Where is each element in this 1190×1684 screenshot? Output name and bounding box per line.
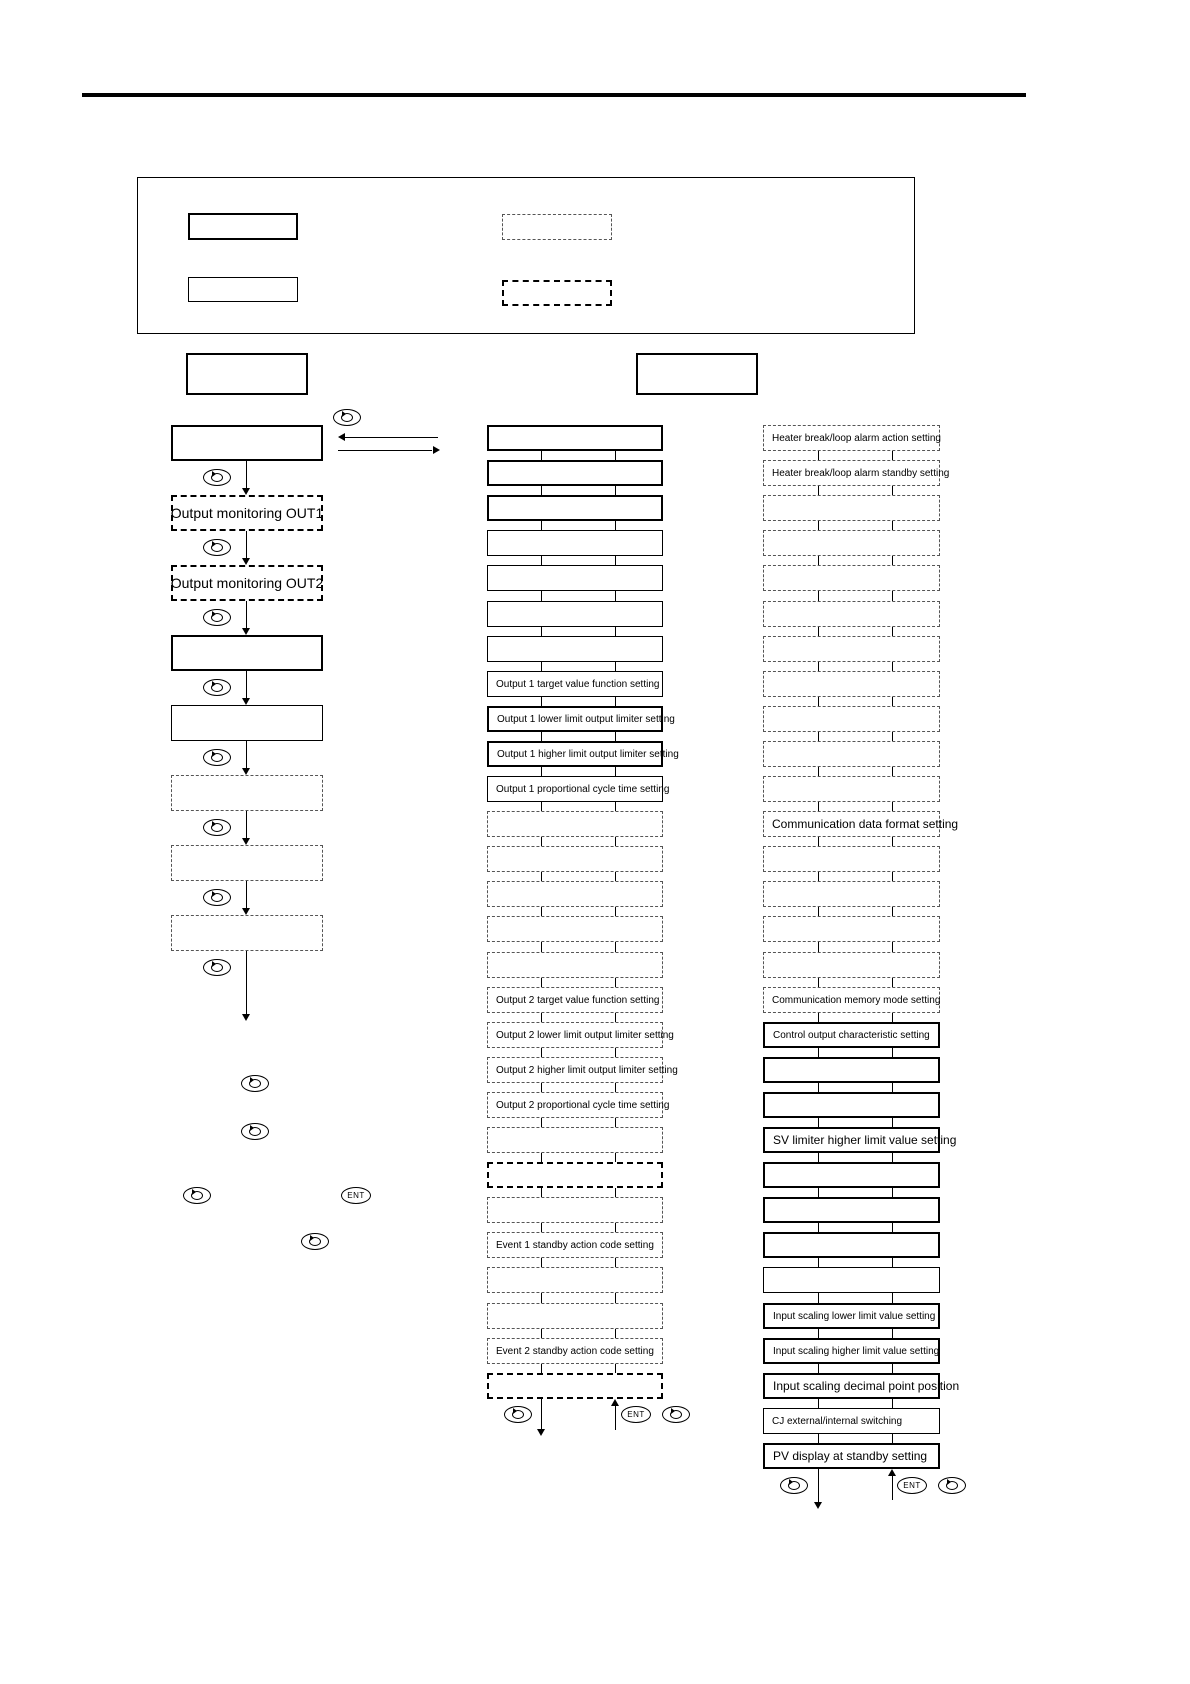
connector-line: [892, 1188, 893, 1197]
middle-column-box-label: Output 2 higher limit output limiter setting: [496, 1064, 678, 1076]
connector-line: [541, 1293, 542, 1303]
connector-line: [541, 802, 542, 811]
ent-key-label: ENT: [627, 1410, 645, 1419]
connector-line: [541, 942, 542, 952]
connector-line: [818, 802, 819, 811]
middle-column-box-10: [487, 741, 679, 767]
ent-key-icon: [341, 1187, 371, 1204]
loop-arrow-icon: [211, 963, 223, 972]
connector-line: [892, 556, 893, 565]
middle-column-box-14: [487, 881, 663, 907]
connector-line: [892, 1083, 893, 1092]
left-column-box-4: [171, 635, 323, 671]
connector-line: [818, 1153, 819, 1162]
connector-line: [541, 1364, 542, 1373]
connector-line: [892, 627, 893, 636]
connector-line: [818, 1399, 819, 1408]
connector-line: [892, 451, 893, 460]
mode-key-icon: [183, 1187, 211, 1204]
connector-line: [818, 662, 819, 671]
arrow-head-up-icon: [611, 1399, 619, 1406]
connector-line: [541, 1258, 542, 1267]
arrow-head-up-icon: [888, 1469, 896, 1476]
mode-key-icon: [203, 469, 231, 486]
connector-line: [541, 697, 542, 706]
connector-line: [892, 837, 893, 846]
connector-line: [541, 451, 542, 460]
connector-line: [615, 1404, 616, 1430]
connector-line: [541, 1153, 542, 1162]
middle-column-box-label: Output 2 proportional cycle time setting: [496, 1099, 670, 1111]
loop-arrow-icon: [946, 1481, 958, 1490]
right-column-box-30: [763, 1443, 940, 1469]
middle-column-box-19: [487, 1057, 678, 1083]
connector-line: [892, 1048, 893, 1057]
connector-line: [541, 872, 542, 881]
return-arrow-line: [344, 437, 438, 438]
middle-column-box-16: [487, 952, 663, 978]
connector-line: [246, 811, 247, 839]
mode-header-left: [186, 353, 308, 395]
arrow-head-down-icon: [242, 698, 250, 705]
connector-line: [615, 1329, 616, 1338]
connector-line: [615, 556, 616, 565]
top-rule: [82, 93, 1026, 97]
right-column-box-2: [763, 460, 950, 486]
right-column-box-6: [763, 601, 940, 627]
middle-column-box-27: [487, 1338, 663, 1364]
connector-line: [892, 486, 893, 495]
connector-line: [615, 521, 616, 530]
loop-arrow-icon: [788, 1481, 800, 1490]
mode-key-icon: [203, 819, 231, 836]
middle-column-box-13: [487, 846, 663, 872]
right-column-box-4: [763, 530, 940, 556]
connector-line: [615, 1153, 616, 1162]
arrow-head-down-icon: [242, 1014, 250, 1021]
mode-key-icon: [203, 539, 231, 556]
arrow-head-down-icon: [242, 558, 250, 565]
mode-key-icon: [203, 889, 231, 906]
connector-line: [818, 1118, 819, 1127]
connector-line: [541, 1048, 542, 1057]
connector-line: [541, 907, 542, 916]
connector-line: [541, 1118, 542, 1127]
left-column-box-7: [171, 845, 323, 881]
legend-thin-box: [188, 277, 298, 302]
right-column-box-label: Input scaling higher limit value setting: [773, 1345, 940, 1357]
connector-line: [615, 1293, 616, 1303]
connector-line: [892, 1434, 893, 1443]
right-column-box-18: [763, 1022, 940, 1048]
mode-key-icon: [203, 679, 231, 696]
right-column-box-19: [763, 1057, 940, 1083]
connector-line: [541, 591, 542, 601]
left-column-box-8: [171, 915, 323, 951]
middle-column-box-12: [487, 811, 663, 837]
connector-line: [892, 1223, 893, 1232]
right-column-box-9: [763, 706, 940, 732]
right-column-box-label: Control output characteristic setting: [773, 1029, 930, 1041]
right-column-box-label: CJ external/internal switching: [772, 1415, 903, 1427]
connector-line: [818, 1188, 819, 1197]
loop-arrow-icon: [211, 823, 223, 832]
connector-line: [615, 837, 616, 846]
connector-line: [892, 1475, 893, 1500]
right-column-box-label: PV display at standby setting: [773, 1449, 928, 1463]
middle-column-box-9: [487, 706, 675, 732]
arrow-head-down-icon: [537, 1429, 545, 1436]
connector-line: [892, 978, 893, 987]
connector-line: [541, 1188, 542, 1197]
right-column-box-1: [763, 425, 940, 451]
connector-line: [615, 1013, 616, 1022]
loop-arrow-icon: [249, 1127, 261, 1136]
middle-column-box-5: [487, 565, 663, 591]
mode-key-icon: [241, 1123, 269, 1140]
loop-arrow-icon: [249, 1079, 261, 1088]
mode-key-icon: [203, 959, 231, 976]
connector-line: [892, 1399, 893, 1408]
mode-key-icon: [938, 1477, 966, 1494]
right-column-box-label: Input scaling decimal point position: [773, 1379, 960, 1393]
ent-key-label: ENT: [347, 1191, 365, 1200]
right-column-box-22: [763, 1162, 940, 1188]
right-column-box-21: [763, 1127, 957, 1153]
right-column-box-29: [763, 1408, 940, 1434]
connector-line: [541, 1329, 542, 1338]
right-column-box-5: [763, 565, 940, 591]
loop-arrow-icon: [211, 893, 223, 902]
arrow-head-left-icon: [338, 433, 345, 441]
connector-line: [892, 591, 893, 601]
connector-line: [818, 978, 819, 987]
connector-line: [615, 627, 616, 636]
connector-line: [818, 556, 819, 565]
connector-line: [615, 1364, 616, 1373]
connector-line: [892, 1329, 893, 1338]
connector-line: [615, 662, 616, 671]
middle-column-box-2: [487, 460, 663, 486]
connector-line: [246, 951, 247, 1015]
legend-bold-box: [188, 213, 298, 240]
legend-dashed-box: [502, 214, 612, 240]
left-column-box-5: [171, 705, 323, 741]
right-column-box-25: [763, 1267, 940, 1293]
legend-frame: [137, 177, 915, 334]
ent-key-icon: [621, 1406, 651, 1423]
connector-line: [818, 521, 819, 530]
middle-column-box-22: [487, 1162, 663, 1188]
middle-column-box-1: [487, 425, 663, 451]
right-column-box-26: [763, 1303, 940, 1329]
connector-line: [615, 978, 616, 987]
middle-column-box-label: Output 1 higher limit output limiter setting: [497, 748, 679, 760]
connector-line: [818, 732, 819, 741]
connector-line: [818, 1329, 819, 1338]
mode-key-icon: [780, 1477, 808, 1494]
connector-line: [246, 741, 247, 769]
connector-line: [615, 697, 616, 706]
connector-line: [818, 1083, 819, 1092]
connector-line: [818, 1258, 819, 1267]
connector-line: [246, 671, 247, 699]
middle-column-box-3: [487, 495, 663, 521]
connector-line: [818, 1364, 819, 1373]
connector-line: [818, 907, 819, 916]
left-column-box-1: [171, 425, 323, 461]
loop-arrow-icon: [211, 543, 223, 552]
connector-line: [615, 732, 616, 741]
mode-header-right: [636, 353, 758, 395]
connector-line: [246, 531, 247, 559]
middle-column-box-label: Event 2 standby action code setting: [496, 1345, 654, 1357]
arrow-head-right-icon: [433, 446, 440, 454]
right-column-box-label: Heater break/loop alarm action setting: [772, 432, 941, 444]
middle-column-box-25: [487, 1267, 663, 1293]
middle-column-box-26: [487, 1303, 663, 1329]
middle-column-box-label: Event 1 standby action code setting: [496, 1239, 654, 1251]
middle-column-box-label: Output 1 target value function setting: [496, 678, 660, 690]
mode-key-icon: [241, 1075, 269, 1092]
middle-column-box-label: Output 2 target value function setting: [496, 994, 660, 1006]
mode-key-icon: [333, 409, 361, 426]
connector-line: [892, 1258, 893, 1267]
loop-arrow-icon: [309, 1237, 321, 1246]
loop-arrow-icon: [211, 683, 223, 692]
right-column-box-label: Communication data format setting: [772, 817, 959, 831]
middle-column-box-15: [487, 916, 663, 942]
right-column-box-label: Heater break/loop alarm standby setting: [772, 467, 950, 479]
connector-line: [615, 1048, 616, 1057]
connector-line: [892, 662, 893, 671]
mode-key-icon: [301, 1233, 329, 1250]
mode-key-icon: [662, 1406, 690, 1423]
connector-line: [615, 1258, 616, 1267]
middle-column-box-17: [487, 987, 663, 1013]
left-column-box-6: [171, 775, 323, 811]
right-column-box-23: [763, 1197, 940, 1223]
connector-line: [892, 1364, 893, 1373]
connector-line: [615, 942, 616, 952]
middle-column-box-18: [487, 1022, 674, 1048]
connector-line: [818, 627, 819, 636]
connector-line: [892, 697, 893, 706]
connector-line: [818, 942, 819, 952]
connector-line: [615, 802, 616, 811]
connector-line: [892, 942, 893, 952]
loop-arrow-icon: [191, 1191, 203, 1200]
right-column-box-27: [763, 1338, 940, 1364]
arrow-head-down-icon: [242, 488, 250, 495]
middle-column-box-6: [487, 601, 663, 627]
middle-column-box-label: Output 2 lower limit output limiter setting: [496, 1029, 674, 1041]
connector-line: [615, 1118, 616, 1127]
right-column-box-10: [763, 741, 940, 767]
arrow-head-down-icon: [242, 628, 250, 635]
loop-arrow-icon: [512, 1410, 524, 1419]
connector-line: [541, 1399, 542, 1430]
connector-line: [615, 1083, 616, 1092]
right-column-box-label: Input scaling lower limit value setting: [773, 1310, 936, 1322]
left-column-box-label: Output monitoring OUT1: [170, 505, 324, 521]
right-column-box-12: [763, 811, 959, 837]
connector-line: [615, 767, 616, 776]
middle-column-box-7: [487, 636, 663, 662]
connector-line: [818, 767, 819, 776]
connector-line: [818, 837, 819, 846]
middle-column-box-23: [487, 1197, 663, 1223]
connector-line: [541, 521, 542, 530]
mode-key-icon: [203, 609, 231, 626]
connector-line: [892, 1118, 893, 1127]
right-column-box-14: [763, 881, 940, 907]
connector-line: [818, 697, 819, 706]
right-column-box-20: [763, 1092, 940, 1118]
connector-line: [615, 1188, 616, 1197]
middle-column-box-28: [487, 1373, 663, 1399]
connector-line: [892, 732, 893, 741]
loop-arrow-icon: [211, 753, 223, 762]
connector-line: [541, 627, 542, 636]
right-column-box-17: [763, 987, 940, 1013]
connector-line: [246, 881, 247, 909]
middle-column-box-24: [487, 1232, 663, 1258]
connector-line: [541, 556, 542, 565]
left-column-box-label: Output monitoring OUT2: [170, 575, 324, 591]
legend-bold-dashed-box: [502, 280, 612, 306]
ent-key-label: ENT: [903, 1481, 921, 1490]
connector-line: [892, 1153, 893, 1162]
right-column-box-28: [763, 1373, 960, 1399]
loop-arrow-icon: [211, 473, 223, 482]
connector-line: [541, 1223, 542, 1232]
arrow-head-down-icon: [242, 768, 250, 775]
connector-line: [818, 872, 819, 881]
arrow-head-down-icon: [242, 838, 250, 845]
connector-line: [615, 591, 616, 601]
connector-line: [818, 591, 819, 601]
connector-line: [818, 1013, 819, 1022]
middle-column-box-4: [487, 530, 663, 556]
arrow-head-down-icon: [814, 1502, 822, 1509]
connector-line: [541, 486, 542, 495]
connector-line: [892, 907, 893, 916]
connector-line: [818, 1223, 819, 1232]
connector-line: [818, 451, 819, 460]
right-column-box-16: [763, 952, 940, 978]
connector-line: [615, 451, 616, 460]
connector-line: [892, 802, 893, 811]
connector-line: [246, 601, 247, 629]
left-column-box-3: [171, 565, 323, 601]
loop-arrow-icon: [211, 613, 223, 622]
forward-arrow-line: [338, 450, 432, 451]
middle-column-box-label: Output 1 proportional cycle time setting: [496, 783, 670, 795]
right-column-box-8: [763, 671, 940, 697]
connector-line: [818, 1048, 819, 1057]
right-column-box-label: SV limiter higher limit value setting: [773, 1133, 957, 1147]
connector-line: [615, 486, 616, 495]
connector-line: [541, 767, 542, 776]
connector-line: [541, 1083, 542, 1092]
connector-line: [541, 1013, 542, 1022]
connector-line: [818, 1293, 819, 1303]
connector-line: [541, 662, 542, 671]
connector-line: [892, 1013, 893, 1022]
left-column-box-2: [171, 495, 323, 531]
connector-line: [892, 1293, 893, 1303]
connector-line: [615, 907, 616, 916]
middle-column-box-21: [487, 1127, 663, 1153]
loop-arrow-icon: [341, 413, 353, 422]
connector-line: [541, 732, 542, 741]
connector-line: [541, 978, 542, 987]
mode-key-icon: [203, 749, 231, 766]
middle-column-box-20: [487, 1092, 670, 1118]
connector-line: [818, 1469, 819, 1503]
connector-line: [615, 872, 616, 881]
right-column-box-label: Communication memory mode setting: [772, 994, 941, 1006]
connector-line: [818, 1434, 819, 1443]
arrow-head-down-icon: [242, 908, 250, 915]
right-column-box-24: [763, 1232, 940, 1258]
connector-line: [892, 872, 893, 881]
right-column-box-13: [763, 846, 940, 872]
right-column-box-11: [763, 776, 940, 802]
loop-arrow-icon: [670, 1410, 682, 1419]
right-column-box-3: [763, 495, 940, 521]
right-column-box-15: [763, 916, 940, 942]
connector-line: [541, 837, 542, 846]
middle-column-box-11: [487, 776, 670, 802]
connector-line: [892, 767, 893, 776]
connector-line: [615, 1223, 616, 1232]
mode-key-icon: [504, 1406, 532, 1423]
ent-key-icon: [897, 1477, 927, 1494]
middle-column-box-8: [487, 671, 663, 697]
right-column-box-7: [763, 636, 940, 662]
connector-line: [892, 521, 893, 530]
connector-line: [818, 486, 819, 495]
middle-column-box-label: Output 1 lower limit output limiter setting: [497, 713, 675, 725]
connector-line: [246, 461, 247, 489]
